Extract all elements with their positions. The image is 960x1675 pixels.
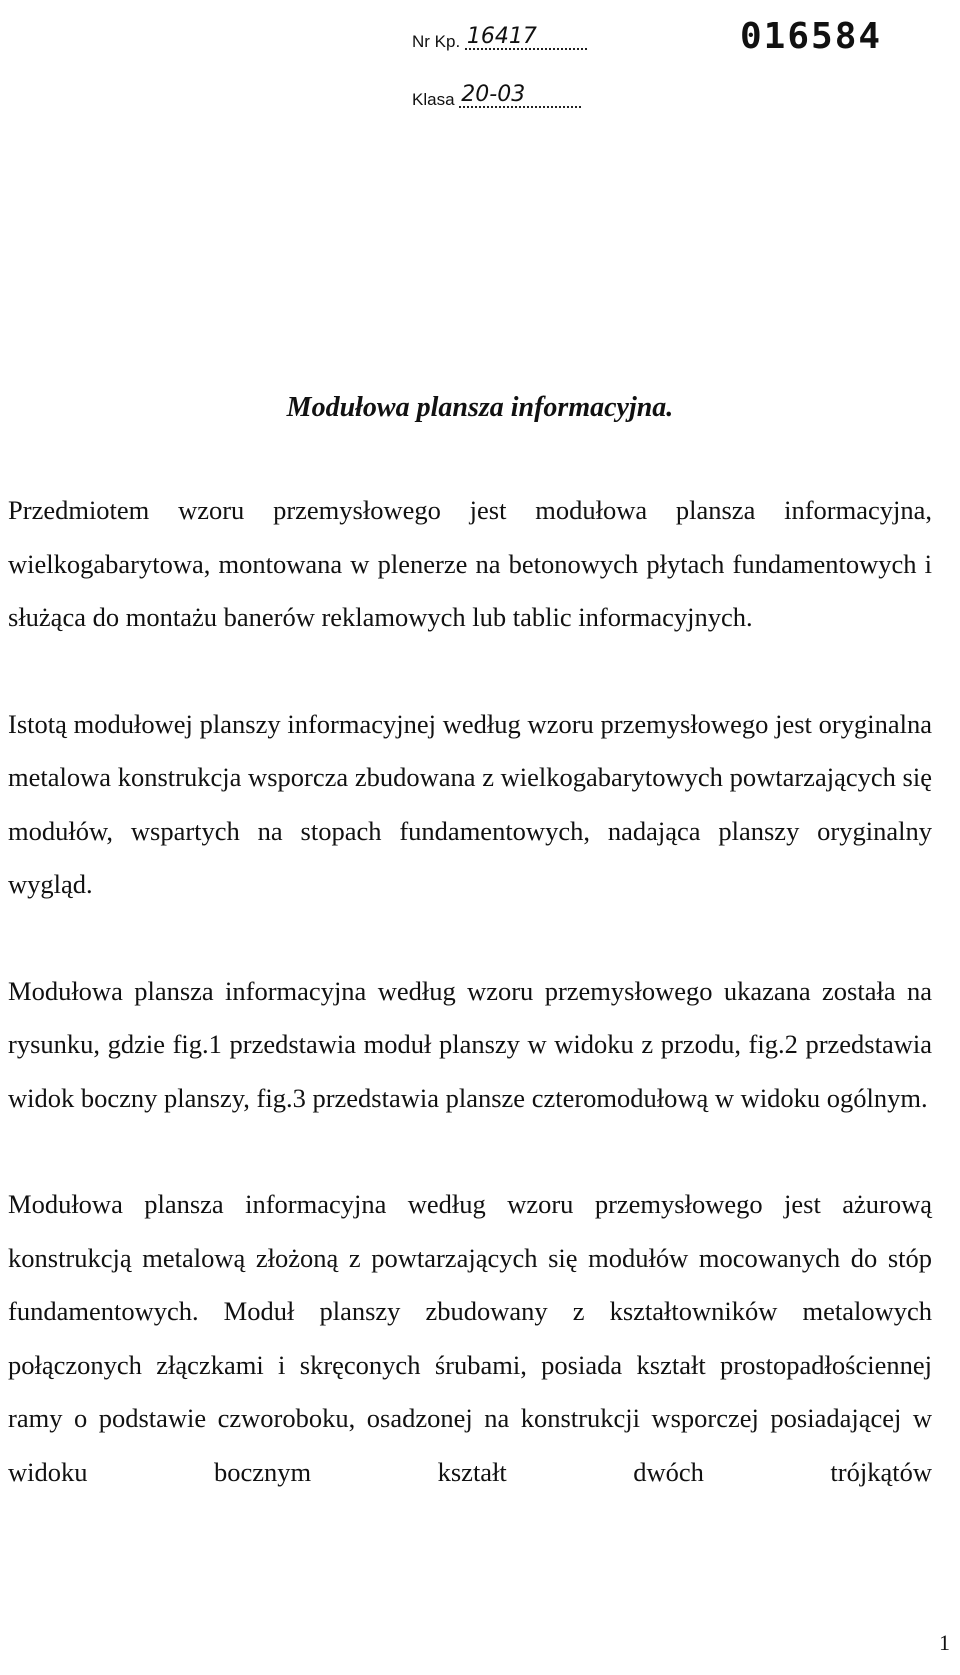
class-row: [412, 84, 581, 108]
paragraph-essence: Istotą modułowej planszy informacyjnej według wzoru przemysłowego jest oryginalna metalowa konstrukcja wsporcza zbudowana z wielkogabarytowych powtarzających się modułów, wspartych na stopach fundamentowych, nadająca planszy oryginalny wygląd.: [8, 708, 932, 899]
class-value: 20-03: [459, 84, 581, 108]
document-number: 016584: [740, 16, 883, 57]
registration-number-label: Nr Kp.: [412, 32, 461, 51]
class-label: Klasa: [412, 90, 455, 109]
paragraph-subject: Przedmiotem wzoru przemysłowego jest modułowa plansza informacyjna, wielkogabarytowa, montowana w plenerze na betonowych płytach fundamentowych i służąca do montażu banerów reklamowych lub tablic informacyjnych.: [8, 495, 932, 632]
document-title: Modułowa plansza informacyjna.: [286, 392, 674, 423]
paragraph-construction: Modułowa plansza informacyjna według wzoru przemysłowego jest ażurową konstrukcją metalową złożoną z powtarzających się modułów mocowanych do stóp fundamentowych. Moduł planszy zbudowany z kształtowników metalowych połączonych złączkami i skręconych śrubami, posiada kształt prostopadłościennej ramy o podstawie czworoboku, osadzonej na konstrukcji wsporczej posiadającej w widoku bocznym kształt dwóch trójkątów: [8, 1189, 932, 1487]
page-number: 1: [939, 1630, 950, 1655]
registration-number-row: [412, 26, 587, 50]
paragraph-figures: Modułowa plansza informacyjna według wzoru przemysłowego ukazana została na rysunku, gdzie fig.1 przedstawia moduł planszy w widoku z przodu, fig.2 przedstawia widok boczny planszy, fig.3 przedstawia plansze czteromodułową w widoku ogólnym.: [8, 975, 932, 1113]
document-body: [8, 484, 932, 1499]
registration-number-value: 16417: [465, 26, 587, 50]
